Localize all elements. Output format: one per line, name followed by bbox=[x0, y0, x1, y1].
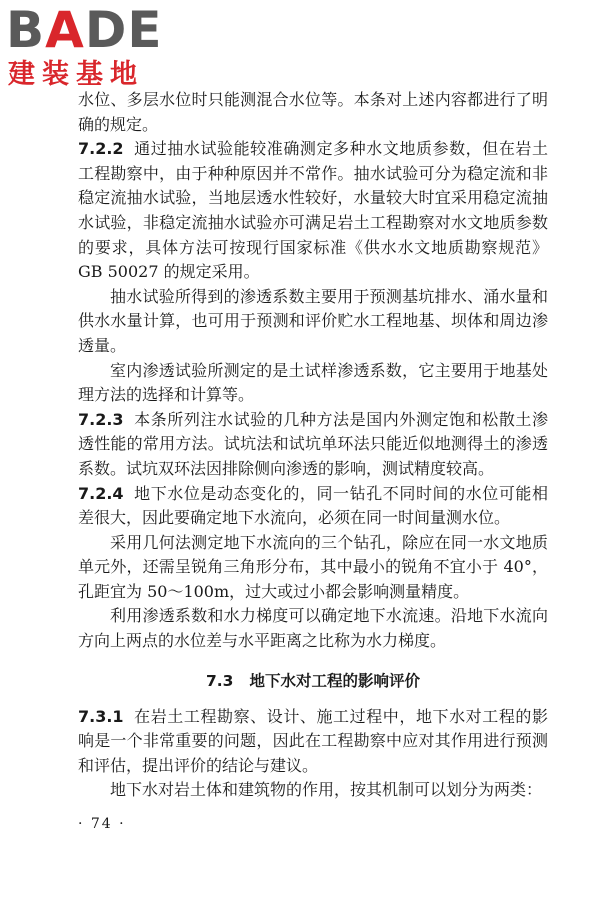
clause-number: 7.2.3 bbox=[78, 409, 124, 429]
paragraph-groundwater-mechanism bbox=[78, 778, 548, 803]
clause-7-2-2 bbox=[78, 137, 548, 285]
clause-number: 7.3.1 bbox=[78, 706, 124, 726]
logo-subtitle: 建装基地 bbox=[8, 59, 144, 90]
paragraph-text: 本条所列注水试验的几种方法是国内外测定饱和松散土渗透性能的常用方法。试坑法和试坑单环法只能近似地测得土的渗透系数。试坑双环法因排除侧向渗透的影响，测试精度较高。 bbox=[78, 409, 548, 478]
paragraph-text: 抽水试验所得到的渗透系数主要用于预测基坑排水、涌水量和供水水量计算，也可用于预测和评价贮水工程地基、坝体和周边渗透量。 bbox=[78, 286, 548, 355]
paragraph-lab-permeability bbox=[78, 359, 548, 408]
paragraph-text: 在岩土工程勘察、设计、施工过程中，地下水对工程的影响是一个非常重要的问题，因此在工程勘察中应对其作用进行预测和评估，提出评价的结论与建议。 bbox=[78, 706, 548, 775]
paragraph-continuation bbox=[78, 88, 548, 137]
bade-logo bbox=[6, 1, 181, 92]
paragraph-pumping-coefficient bbox=[78, 285, 548, 359]
paragraph-text: 地下水对岩土体和建筑物的作用，按其机制可以划分为两类： bbox=[110, 780, 543, 800]
paragraph-text: 室内渗透试验所测定的是土试样渗透系数，它主要用于地基处理方法的选择和计算等。 bbox=[78, 360, 548, 405]
paragraph-geometric-method bbox=[78, 531, 548, 605]
logo-wordmark: BADE bbox=[6, 1, 163, 59]
clause-7-3-1 bbox=[78, 705, 548, 779]
page-number: · 74 · bbox=[78, 816, 126, 832]
clause-number: 7.2.2 bbox=[78, 139, 124, 159]
paragraph-text: 地下水位是动态变化的，同一钻孔不同时间的水位可能相差很大，因此要确定地下水流向，必须在同一时间量测水位。 bbox=[78, 483, 548, 528]
paragraph-text: 采用几何法测定地下水流向的三个钻孔，除应在同一水文地质单元外，还需呈锐角三角形分布，其中最小的锐角不宜小于 40°，孔距宜为 50～100m，过大或过小都会影响测量精度。 bbox=[78, 532, 548, 601]
page-body bbox=[78, 88, 548, 803]
clause-number: 7.2.4 bbox=[78, 483, 124, 503]
paragraph-hydraulic-gradient bbox=[78, 604, 548, 653]
paragraph-text: 水位、多层水位时只能测混合水位等。本条对上述内容都进行了明确的规定。 bbox=[78, 90, 548, 134]
paragraph-text: 通过抽水试验能较准确测定多种水文地质参数，但在岩土工程勘察中，由于种种原因并不常作。抽水试验可分为稳定流和非稳定流抽水试验，当地层透水性较好，水量较大时宜采用稳定流抽水试验，非稳定流抽水试验亦可满足岩土工程勘察对水文地质参数的要求，具体方法可按现行国家标准《供水水文地质勘察规范》GB 50027 的规定采用。 bbox=[78, 139, 548, 282]
clause-7-2-3 bbox=[78, 408, 548, 482]
clause-7-2-4 bbox=[78, 482, 548, 531]
paragraph-text: 利用渗透系数和水力梯度可以确定地下水流速。沿地下水流向方向上两点的水位差与水平距离之比称为水力梯度。 bbox=[78, 606, 548, 651]
section-title: 地下水对工程的影响评价 bbox=[249, 671, 420, 690]
section-heading-7-3 bbox=[78, 669, 548, 693]
section-number: 7.3 bbox=[206, 671, 234, 690]
